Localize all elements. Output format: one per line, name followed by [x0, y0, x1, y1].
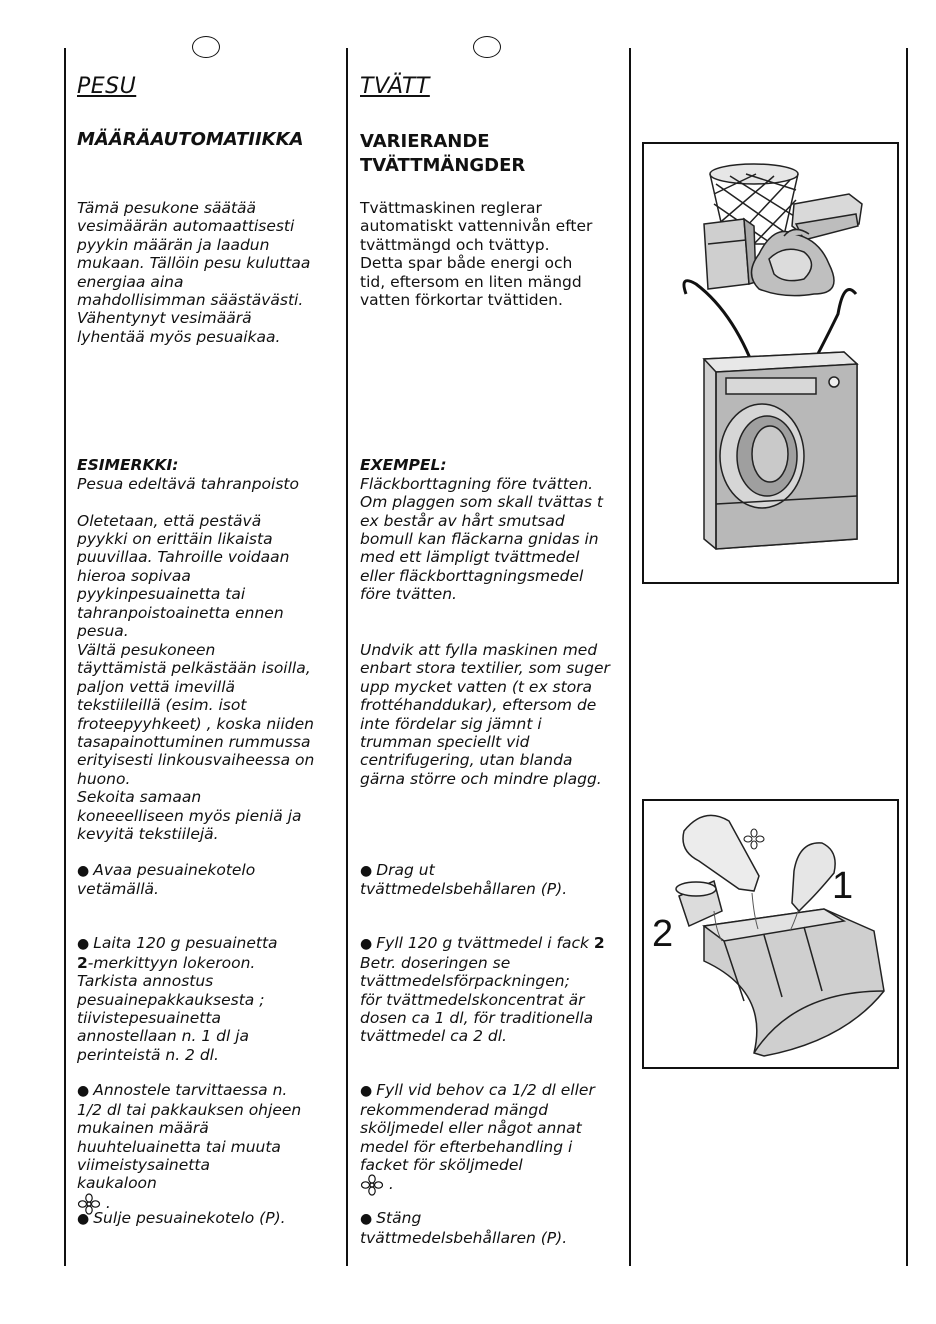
- step-detergent-text-a-fi: Laita 120 g pesuainetta: [93, 934, 278, 953]
- avoid-text-sv: Undvik att fylla maskinen med enbart stora textilier, som suger upp mycket vatten (t ex stora frottéhanddukar), eftersom de inte fördelar sig jämnt i trumman speciellt vid centrifugering, utan blanda gärna större och mindre plagg.: [360, 641, 610, 788]
- middle-rule: [346, 48, 348, 1266]
- language-marker-sv: [473, 36, 501, 58]
- example-heading-fi: ESIMERKKI:: [77, 456, 179, 475]
- right-rule: [629, 48, 631, 1266]
- step-open-drawer-fi: ● Avaa pesuainekotelo vetämällä.: [77, 861, 255, 899]
- avoid-text-fi: Vältä pesukoneen täyttämistä pelkästään isoilla, paljon vettä imevillä tekstiileillä (esim. isot froteepyyhkeet) , koska niiden tasapainottuminen rummussa erityisesti linkousvaiheessa on huono. Sekoita samaan koneeelliseen myös pieniä ja kevyitä tekstiilejä.: [77, 641, 315, 844]
- example-sv: [360, 438, 625, 604]
- example-text-fi: Pesua edeltävä tahranpoisto Oletetaan, että pestävä pyykki on erittäin likaista puuvillaa. Tahroille voidaan hieroa sopivaa pyykinpesuainetta tai tahranpoistoainetta ennen pesua.: [77, 474, 299, 641]
- step-softener-end-sv: .: [384, 1175, 394, 1194]
- step-detergent-text-a-sv: Fyll 120 g tvättmedel i fack: [376, 934, 594, 953]
- subheading-fi: MÄÄRÄAUTOMATIIKKA: [77, 129, 304, 150]
- step-softener-sv: [360, 1063, 595, 1196]
- step-close-drawer-sv: [360, 1191, 567, 1247]
- label-number-2: 2: [652, 913, 674, 955]
- compartment-number-fi: 2: [77, 953, 88, 972]
- laundry-machine-illustration: [644, 144, 897, 582]
- flower-icon: [744, 829, 764, 849]
- step-detergent-sv: [360, 916, 605, 1046]
- figure-detergent-drawer: [642, 799, 899, 1069]
- washing-machine-illustration: [704, 352, 857, 549]
- step-softener-text-fi: Annostele tarvittaessa n. 1/2 dl tai pakkauksen ohjeen mukainen määrä huuhteluainetta tai muuta viimeistysainetta kaukaloon: [77, 1081, 302, 1193]
- step-softener-end-fi: .: [101, 1193, 111, 1212]
- compartment-number-sv: 2: [593, 934, 605, 953]
- detergent-drawer-illustration: [644, 801, 897, 1067]
- subheading-sv: VARIERANDE TVÄTTMÄNGDER: [360, 131, 526, 176]
- intro-text-fi: Tämä pesukone säätää vesimäärän automaattisesti pyykin määrän ja laadun mukaan. Tällöin pesu kuluttaa energiaa aina mahdollisimman säästävästi. Vähentynyt vesimäärä lyhentää myös pesuaikaa.: [77, 199, 311, 346]
- step-close-drawer-fi: [77, 1191, 286, 1229]
- example-text-sv: Fläckborttagning före tvätten. Om plaggen som skall tvättas t ex består av hårt smutsad bomull kan fläckarna gnidas in med ett lämpligt tvättmedel eller fläckborttagningsmedel före tvätten.: [360, 474, 603, 604]
- section-title-sv: TVÄTT: [360, 74, 430, 99]
- label-number-1: 1: [832, 865, 854, 907]
- step-detergent-text-b-sv: Betr. doseringen se tvättmedelsförpackningen; för tvättmedelskoncentrat är dosen ca 1 dl, för traditionella tvättmedel ca 2 dl.: [360, 953, 594, 1046]
- section-title-fi: PESU: [77, 74, 137, 99]
- step-softener-text-sv: Fyll vid behov ca 1/2 dl eller rekommenderad mängd sköljmedel eller något annat medel för efterbehandling i facket för sköljmedel: [360, 1081, 595, 1175]
- example-fi: [77, 438, 342, 640]
- step-close-text-sv: Stäng tvättmedelsbehållaren (P).: [360, 1209, 568, 1247]
- edge-rule: [906, 48, 908, 1266]
- intro-text-sv: Tvättmaskinen reglerar automatiskt vattennivån efter tvättmängd och tvättyp. Detta spar både energi och tid, eftersom en liten mängd vatten förkortar tvättiden.: [360, 199, 593, 310]
- figure-laundry-load: [642, 142, 899, 584]
- step-open-drawer-sv: ● Drag ut tvättmedelsbehållaren (P).: [360, 861, 567, 899]
- step-detergent-fi: [77, 916, 278, 1064]
- example-heading-sv: EXEMPEL:: [360, 456, 447, 475]
- step-detergent-text-b-fi: -merkittyyn lokeroon. Tarkista annostus pesuainepakkauksesta ; tiivistepesuainetta annostellaan n. 1 dl ja perinteistä n. 2 dl.: [77, 953, 265, 1064]
- step-close-text-fi: Sulje pesuainekotelo (P).: [93, 1209, 286, 1228]
- left-rule: [64, 48, 66, 1266]
- language-marker-fi: [192, 36, 220, 58]
